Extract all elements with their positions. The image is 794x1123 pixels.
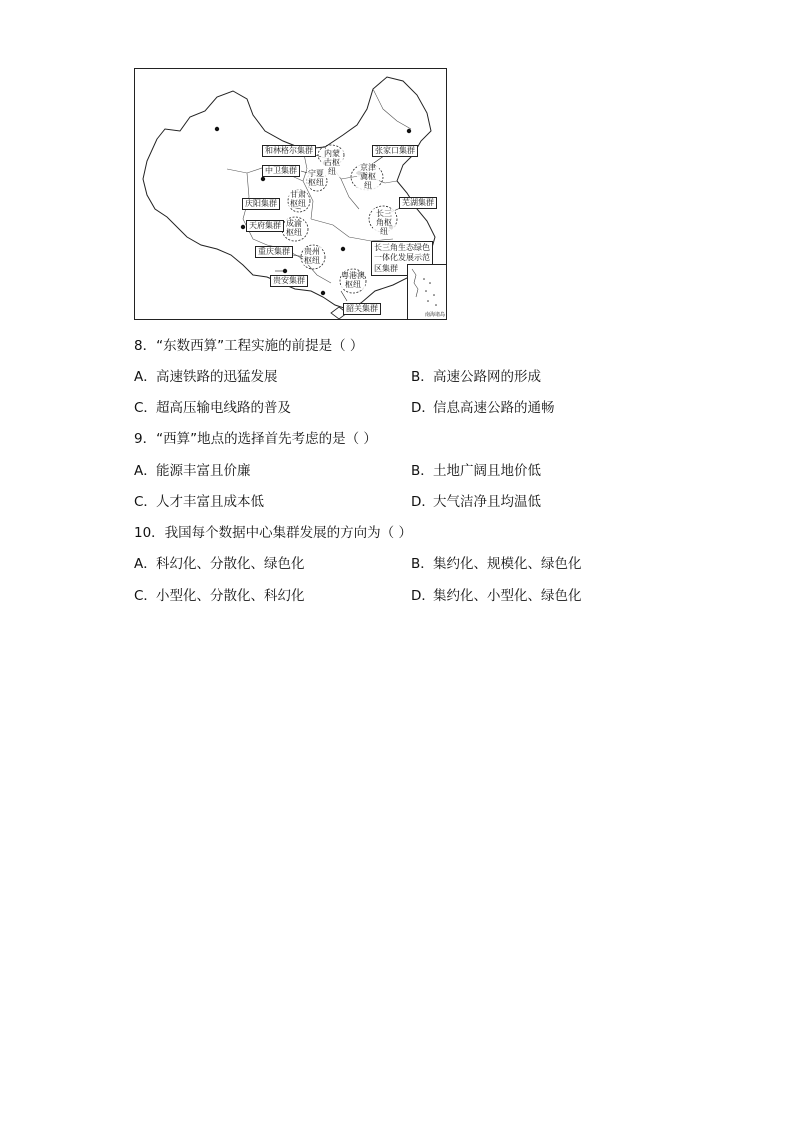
option-letter: C．: [134, 400, 157, 416]
option-letter: A．: [134, 556, 157, 572]
cluster-label-guian: 贵安集群: [270, 275, 308, 287]
question-8-option-b: [411, 371, 541, 385]
option-text: 科幻化、分散化、绿色化: [156, 556, 305, 572]
option-text: 小型化、分散化、科幻化: [156, 588, 305, 604]
option-text: 高速公路网的形成: [433, 369, 541, 385]
option-text: 大气洁净且均温低: [433, 494, 541, 510]
cluster-label-qingyang: 庆阳集群: [242, 198, 280, 210]
option-text: 信息高速公路的通畅: [433, 400, 555, 416]
question-9-option-d: [411, 496, 541, 510]
hub-label-gansu: 甘肃枢纽: [290, 190, 306, 209]
cluster-label-changsanjiao: 长三角生态绿色一体化发展示范区集群: [371, 241, 433, 276]
cluster-label-zhongwei: 中卫集群: [262, 165, 300, 177]
hub-label-ningxia: 宁夏枢纽: [308, 169, 324, 188]
option-letter: A．: [134, 369, 157, 385]
inset-caption: 南海诸岛: [424, 312, 445, 318]
option-letter: C．: [134, 588, 157, 604]
option-letter: D．: [411, 400, 435, 416]
hub-label-guizhou: 贵州枢纽: [304, 247, 320, 266]
option-text: 集约化、小型化、绿色化: [433, 588, 582, 604]
question-9-option-a: [134, 465, 251, 479]
cluster-label-wuhu: 芜湖集群: [399, 197, 437, 209]
cluster-label-helinge: 和林格尔集群: [262, 145, 316, 157]
south-china-sea-inset: [407, 264, 446, 319]
question-10-option-a: [134, 558, 305, 572]
cluster-label-chongqing: 重庆集群: [255, 246, 293, 258]
cluster-label-zhangjiakou: 张家口集群: [372, 145, 418, 157]
cluster-label-shaoguan: 韶关集群: [343, 303, 381, 315]
option-text: 土地广阔且地价低: [433, 463, 541, 479]
option-text: 能源丰富且价廉: [156, 463, 251, 479]
question-9-stem: 9．“西算”地点的选择首先考虑的是（ ）: [134, 431, 377, 447]
option-letter: D．: [411, 494, 435, 510]
hub-label-yuegangao: 粤港澳枢纽: [341, 271, 365, 290]
question-10-option-b: [411, 558, 582, 572]
option-text: 集约化、规模化、绿色化: [433, 556, 582, 572]
option-letter: B．: [411, 556, 434, 572]
china-data-center-map: [134, 68, 447, 320]
hub-label-chengyu: 成渝枢纽: [286, 219, 302, 238]
hub-label-neimenggu: 内蒙古枢纽: [321, 149, 343, 177]
question-8-option-d: [411, 402, 555, 416]
option-letter: A．: [134, 463, 157, 479]
question-9-option-b: [411, 465, 541, 479]
hub-label-changsanjiao: 长三角枢纽: [373, 209, 395, 237]
option-letter: D．: [411, 588, 435, 604]
question-10-stem: 10．我国每个数据中心集群发展的方向为（ ）: [134, 525, 412, 541]
question-8-stem: 8．“东数西算”工程实施的前提是（ ）: [134, 338, 364, 354]
option-letter: B．: [411, 463, 434, 479]
question-10-option-c: [134, 590, 305, 604]
option-text: 人才丰富且成本低: [156, 494, 264, 510]
cluster-label-tianfu: 天府集群: [246, 220, 284, 232]
question-10-option-d: [411, 590, 582, 604]
option-letter: C．: [134, 494, 157, 510]
option-text: 高速铁路的迅猛发展: [156, 369, 278, 385]
question-8-option-c: [134, 402, 291, 416]
question-8-option-a: [134, 371, 278, 385]
question-9-option-c: [134, 496, 264, 510]
option-letter: B．: [411, 369, 434, 385]
option-text: 超高压输电线路的普及: [156, 400, 291, 416]
hub-label-jingjinji: 京津冀枢纽: [357, 163, 379, 191]
